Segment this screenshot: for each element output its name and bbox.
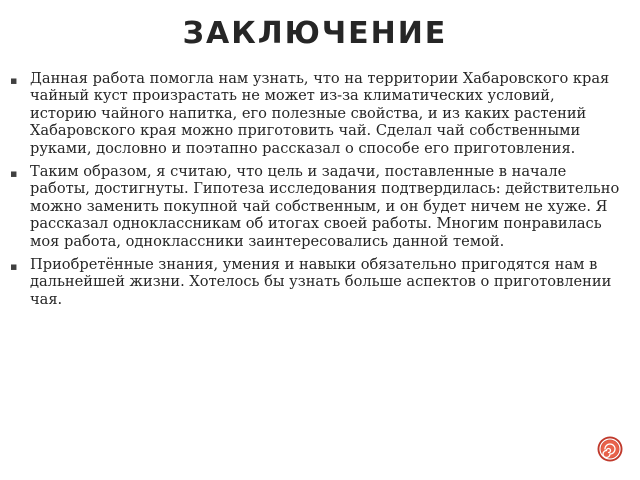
bullet-item-1: [6, 70, 624, 157]
bullet-list: [6, 70, 624, 314]
bullet-marker-icon: ▪: [10, 74, 18, 87]
slide-title: ЗАКЛЮЧЕНИЕ: [182, 16, 448, 51]
bullet-marker-icon: ▪: [10, 167, 18, 181]
bullet-marker-icon: ▪: [10, 260, 18, 274]
bullet-item-3: [6, 256, 624, 308]
bullet-item-2: [6, 163, 624, 250]
bullet-text: Данная работа помогла нам узнать, что на территории Хабаровского края чайный куст произрастать не может из-за климатических условий, историю чайного напитка, его полезные свойства, и из каких растений Хабаровского края можно приготовить чай. Сделал чай собственными руками, дословно и поэтапно рассказал о способе его приготовления.: [30, 70, 610, 157]
bullet-text: Таким образом, я считаю, что цель и задачи, поставленные в начале работы, достигнуты. Гипотеза исследования подтвердилась: действительно можно заменить покупной чай собственным, и он будет ничем не хуже. Я рассказал одноклассникам об итогах своей работы. Многим понравилась моя работа, одноклассники заинтересовались данной темой.: [30, 163, 620, 250]
swirl-badge-icon: [597, 436, 623, 462]
bullet-text: Приобретённые знания, умения и навыки обязательно пригодятся нам в дальнейшей жизни. Хотелось бы узнать больше аспектов о приготовлении чая.: [30, 256, 612, 308]
